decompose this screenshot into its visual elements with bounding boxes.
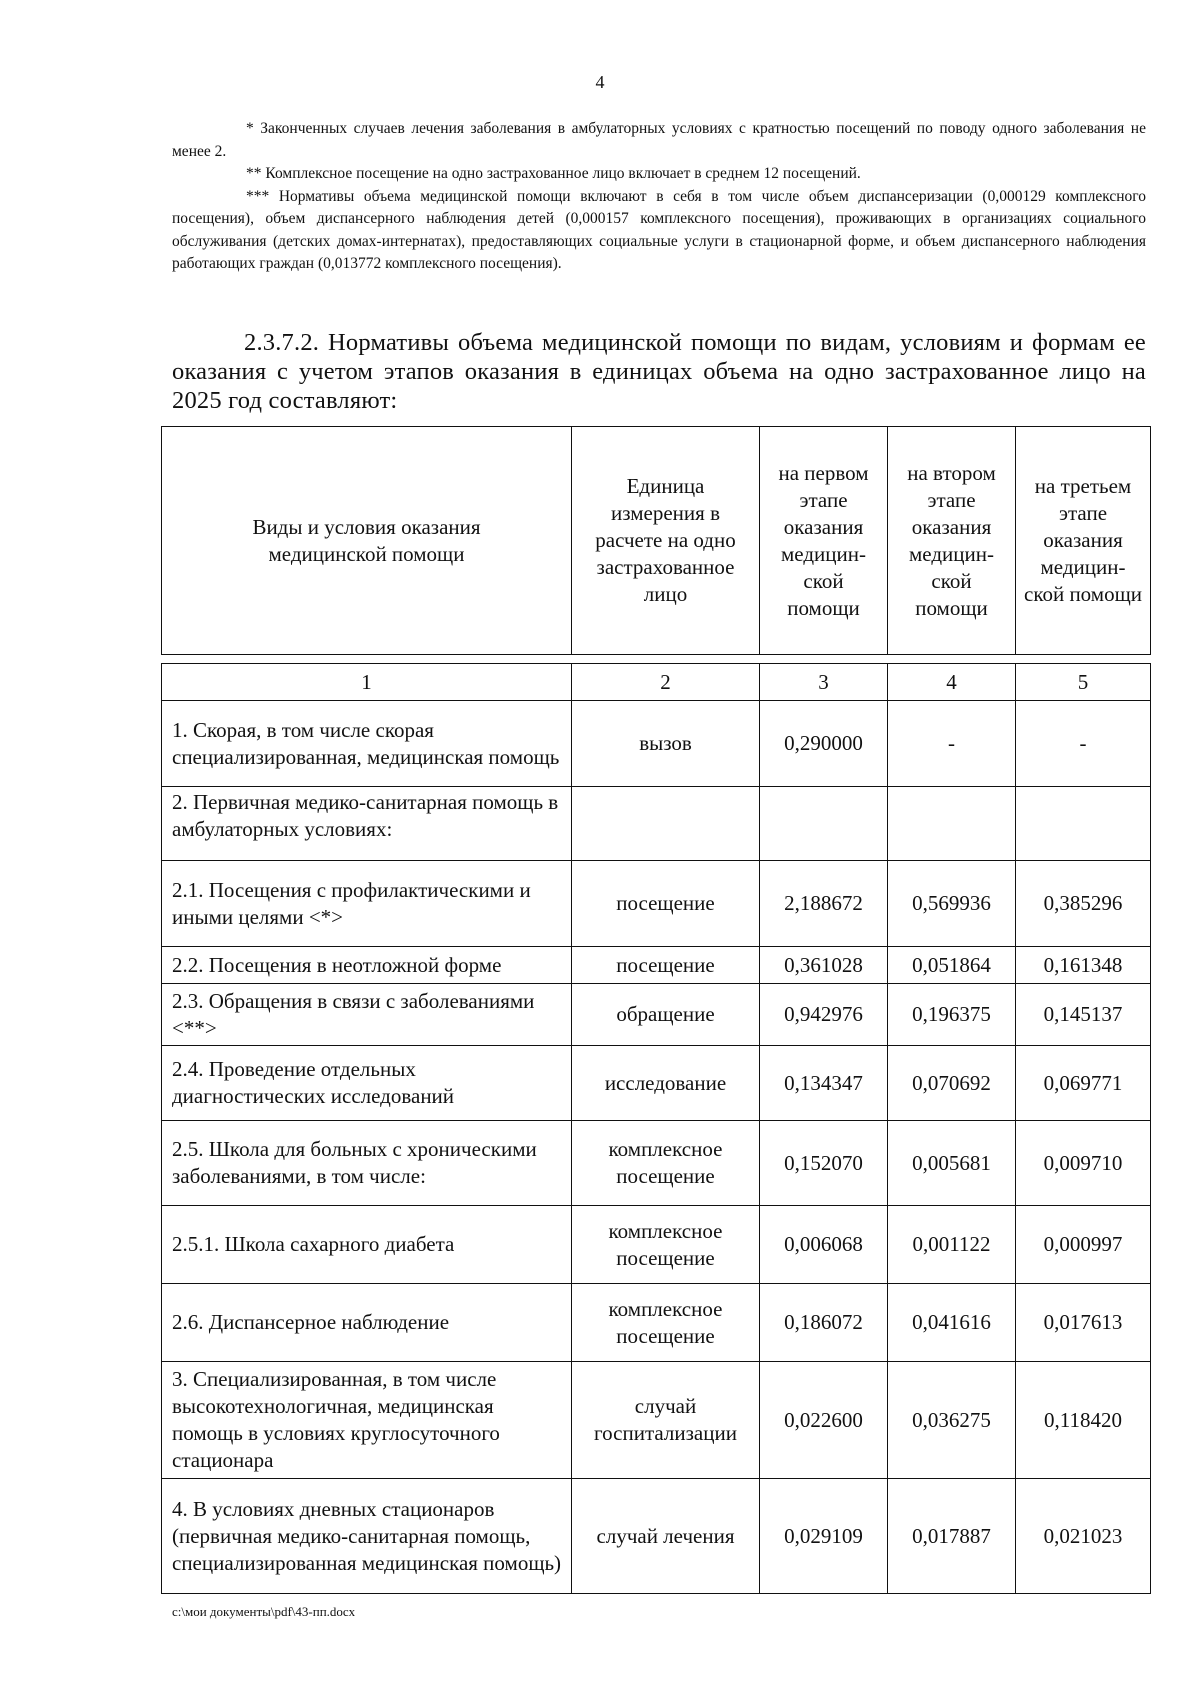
row-stage-1-value: 2,188672: [760, 861, 888, 947]
row-stage-1-value: [760, 787, 888, 861]
row-unit: случай госпитализации: [572, 1362, 760, 1479]
table-header-row: [162, 427, 1151, 655]
table-row: [162, 1206, 1151, 1284]
row-stage-3-value: 0,069771: [1016, 1046, 1151, 1121]
row-name: 3. Специализированная, в том числе высокотехнологичная, медицинская помощь в условиях круглосуточного стационара: [162, 1362, 572, 1479]
row-stage-3-value: 0,161348: [1016, 947, 1151, 984]
row-unit: случай лечения: [572, 1479, 760, 1594]
row-stage-1-value: 0,152070: [760, 1121, 888, 1206]
row-stage-1-value: 0,942976: [760, 984, 888, 1046]
table-row: [162, 701, 1151, 787]
row-name: 2. Первичная медико-санитарная помощь в амбулаторных условиях:: [162, 787, 572, 861]
row-stage-3-value: [1016, 787, 1151, 861]
row-stage-3-value: 0,009710: [1016, 1121, 1151, 1206]
row-name: 1. Скорая, в том числе скорая специализированная, медицинская помощь: [162, 701, 572, 787]
row-stage-2-value: 0,196375: [888, 984, 1016, 1046]
row-stage-1-value: 0,186072: [760, 1284, 888, 1362]
row-unit: комплексное посещение: [572, 1284, 760, 1362]
row-stage-3-value: -: [1016, 701, 1151, 787]
column-number: 3: [760, 664, 888, 701]
row-stage-1-value: 0,290000: [760, 701, 888, 787]
header-stage-1: на первом этапе оказания медицин-ской помощи: [760, 427, 888, 655]
row-stage-2-value: 0,569936: [888, 861, 1016, 947]
footnote-2: ** Комплексное посещение на одно застрахованное лицо включает в среднем 12 посещений.: [246, 165, 861, 182]
row-stage-2-value: 0,036275: [888, 1362, 1016, 1479]
row-stage-3-value: 0,000997: [1016, 1206, 1151, 1284]
row-unit: посещение: [572, 861, 760, 947]
row-name: 4. В условиях дневных стационаров (первичная медико-санитарная помощь, специализированная медицинская помощь): [162, 1479, 572, 1594]
column-number-row: [162, 664, 1151, 701]
row-stage-3-value: 0,385296: [1016, 861, 1151, 947]
row-stage-1-value: 0,361028: [760, 947, 888, 984]
norms-table: [161, 426, 1151, 1594]
column-number: 5: [1016, 664, 1151, 701]
row-name: 2.3. Обращения в связи с заболеваниями <**>: [162, 984, 572, 1046]
row-stage-1-value: 0,022600: [760, 1362, 888, 1479]
column-number: 2: [572, 664, 760, 701]
table-row: [162, 1362, 1151, 1479]
row-stage-3-value: 0,017613: [1016, 1284, 1151, 1362]
row-unit: комплексное посещение: [572, 1206, 760, 1284]
row-stage-1-value: 0,134347: [760, 1046, 888, 1121]
row-stage-2-value: 0,051864: [888, 947, 1016, 984]
row-stage-3-value: 0,145137: [1016, 984, 1151, 1046]
row-unit: исследование: [572, 1046, 760, 1121]
row-stage-1-value: 0,006068: [760, 1206, 888, 1284]
row-unit: комплексное посещение: [572, 1121, 760, 1206]
table-row: [162, 947, 1151, 984]
header-stage-3: на третьем этапе оказания медицин-ской помощи: [1016, 427, 1151, 655]
norms-table-container: [161, 426, 1150, 1594]
row-name: 2.2. Посещения в неотложной форме: [162, 947, 572, 984]
row-name: 2.5. Школа для больных с хроническими заболеваниями, в том числе:: [162, 1121, 572, 1206]
header-unit: Единица измерения в расчете на одно застрахованное лицо: [572, 427, 760, 655]
row-unit: [572, 787, 760, 861]
footnotes: [172, 118, 1146, 276]
table-row: [162, 1121, 1151, 1206]
row-stage-2-value: [888, 787, 1016, 861]
row-stage-2-value: 0,070692: [888, 1046, 1016, 1121]
row-stage-1-value: 0,029109: [760, 1479, 888, 1594]
table-row: [162, 861, 1151, 947]
row-stage-2-value: 0,005681: [888, 1121, 1016, 1206]
row-stage-2-value: 0,001122: [888, 1206, 1016, 1284]
table-row: [162, 1046, 1151, 1121]
row-name: 2.1. Посещения с профилактическими и иными целями <*>: [162, 861, 572, 947]
row-stage-3-value: 0,021023: [1016, 1479, 1151, 1594]
page-number: 4: [595, 72, 605, 92]
header-stage-2: на втором этапе оказания медицин-ской помощи: [888, 427, 1016, 655]
table-gap: [162, 655, 1151, 664]
row-name: 2.4. Проведение отдельных диагностических исследований: [162, 1046, 572, 1121]
footnote-1: * Законченных случаев лечения заболевания в амбулаторных условиях с кратностью посещений по поводу одного заболевания не менее 2.: [172, 120, 1146, 160]
row-stage-2-value: 0,017887: [888, 1479, 1016, 1594]
column-number: 4: [888, 664, 1016, 701]
table-row: [162, 984, 1151, 1046]
row-name: 2.6. Диспансерное наблюдение: [162, 1284, 572, 1362]
section-paragraph: 2.3.7.2. Нормативы объема медицинской помощи по видам, условиям и формам ее оказания с учетом этапов оказания в единицах объема на одно застрахованное лицо на 2025 год составляют:: [172, 329, 1146, 414]
header-kinds: Виды и условия оказания медицинской помощи: [162, 427, 572, 655]
column-number: 1: [162, 664, 572, 701]
row-stage-2-value: -: [888, 701, 1016, 787]
table-row: [162, 787, 1151, 861]
row-stage-3-value: 0,118420: [1016, 1362, 1151, 1479]
row-unit: обращение: [572, 984, 760, 1046]
footnote-3: *** Нормативы объема медицинской помощи включают в себя в том числе объем диспансеризации (0,000129 комплексного посещения), объем диспансерного наблюдения детей (0,000157 комплексного посещения), проживающих в организациях социального обслуживания (детских домах-интернатах), предоставляющих социальные услуги в стационарной форме, и объем диспансерного наблюдения работающих граждан (0,013772 комплексного посещения).: [172, 187, 1146, 272]
table-row: [162, 1479, 1151, 1594]
row-stage-2-value: 0,041616: [888, 1284, 1016, 1362]
row-unit: вызов: [572, 701, 760, 787]
footer-file-path: c:\мои документы\pdf\43-пп.docx: [172, 1604, 356, 1619]
row-unit: посещение: [572, 947, 760, 984]
row-name: 2.5.1. Школа сахарного диабета: [162, 1206, 572, 1284]
table-row: [162, 1284, 1151, 1362]
